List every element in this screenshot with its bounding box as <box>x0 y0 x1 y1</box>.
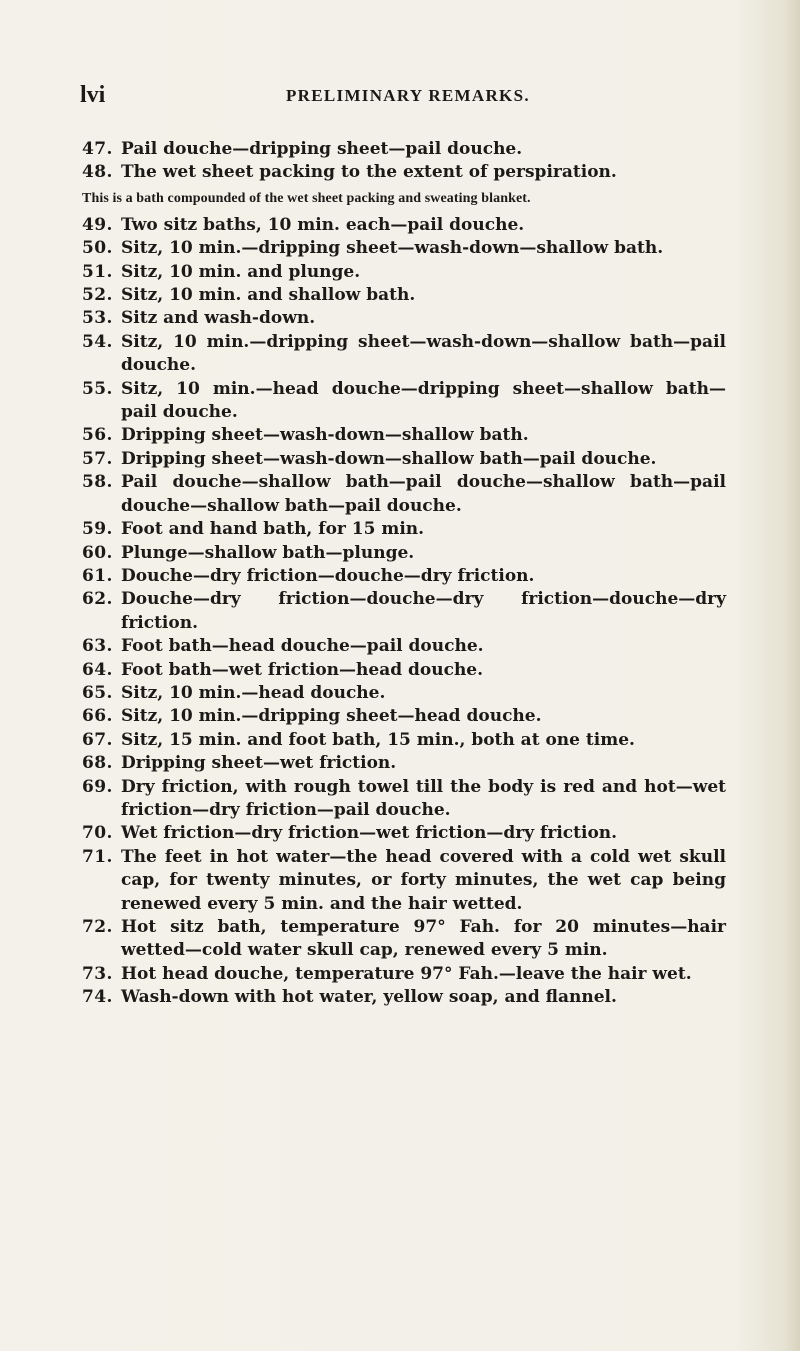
item-text: Foot bath—head douche—pail douche. <box>121 636 484 657</box>
list-item <box>82 237 726 260</box>
list-item <box>82 518 726 541</box>
item-number: 70. <box>82 823 113 844</box>
item-number: 56. <box>82 425 113 446</box>
item-text: The wet sheet packing to the extent of perspiration. <box>121 162 617 183</box>
item-number: 62. <box>82 589 113 610</box>
explanatory-note: This is a bath compounded of the wet sheet packing and sweating blanket. <box>82 190 531 206</box>
item-text: The feet in hot water—the head covered with a cold wet skull cap, for twenty minutes, or forty minutes, the wet cap being renewed every 5 min. and the hair wetted. <box>121 846 726 914</box>
list-item <box>82 542 726 565</box>
item-number: 68. <box>82 753 113 774</box>
list-item <box>82 846 726 916</box>
item-number: 59. <box>82 519 113 540</box>
list-item <box>82 284 726 307</box>
item-number: 67. <box>82 729 113 750</box>
treatment-list <box>82 138 726 1010</box>
item-number: 66. <box>82 706 113 727</box>
item-number: 74. <box>82 987 113 1008</box>
item-text: Sitz and wash-down. <box>121 308 316 329</box>
item-number: 60. <box>82 542 113 563</box>
item-text: Dripping sheet—wash-down—shallow bath. <box>121 425 529 446</box>
list-item <box>82 588 726 635</box>
item-text: Plunge—shallow bath—plunge. <box>121 542 415 563</box>
list-item <box>82 565 726 588</box>
item-number: 71. <box>82 846 113 867</box>
item-text: Dripping sheet—wet friction. <box>121 753 397 774</box>
item-text: Wash-down with hot water, yellow soap, and flannel. <box>121 987 617 1008</box>
list-item <box>82 307 726 330</box>
item-text: Sitz, 10 min.—dripping sheet—wash-down—shallow bath—pail douche. <box>121 331 726 376</box>
item-number: 65. <box>82 682 113 703</box>
item-number: 54. <box>82 331 113 352</box>
item-number: 48. <box>82 162 113 183</box>
item-number: 55. <box>82 378 113 399</box>
list-item <box>82 635 726 658</box>
item-text: Sitz, 10 min.—dripping sheet—wash-down—shallow bath. <box>121 238 664 259</box>
item-text: Sitz, 10 min. and plunge. <box>121 261 361 282</box>
list-item <box>82 729 726 752</box>
item-number: 64. <box>82 659 113 680</box>
item-number: 51. <box>82 261 113 282</box>
item-text: Sitz, 10 min. and shallow bath. <box>121 285 416 306</box>
list-item <box>82 138 726 161</box>
item-text: Pail douche—shallow bath—pail douche—shallow bath—pail douche—shallow bath—pail douche. <box>121 472 726 516</box>
list-item <box>82 986 726 1009</box>
item-number: 47. <box>82 139 113 159</box>
list-item <box>82 424 726 447</box>
list-item <box>82 261 726 284</box>
item-text: Douche—dry friction—douche—dry friction—douche—dry friction. <box>121 589 726 633</box>
item-number: 49. <box>82 214 113 235</box>
list-item <box>82 822 726 845</box>
item-number: 61. <box>82 565 113 586</box>
item-number: 58. <box>82 472 113 493</box>
entry-group-b <box>82 214 726 1010</box>
item-text: Wet friction—dry friction—wet friction—dry friction. <box>121 823 618 844</box>
item-number: 52. <box>82 285 113 306</box>
list-item <box>82 916 726 963</box>
item-text: Sitz, 10 min.—head douche—dripping sheet—shallow bath—pail douche. <box>121 378 726 423</box>
item-text: Sitz, 15 min. and foot bath, 15 min., both at one time. <box>121 729 635 750</box>
item-number: 72. <box>82 917 113 937</box>
item-text: Sitz, 10 min.—dripping sheet—head douche. <box>121 706 542 727</box>
list-item <box>82 963 726 986</box>
item-number: 63. <box>82 636 113 657</box>
item-text: Hot sitz bath, temperature 97° Fah. for 20 minutes—hair wetted—cold water skull cap, renewed every 5 min. <box>121 917 726 961</box>
list-item <box>82 161 726 184</box>
item-text: Dripping sheet—wash-down—shallow bath—pail douche. <box>121 448 657 469</box>
item-number: 57. <box>82 448 113 469</box>
item-text: Two sitz baths, 10 min. each—pail douche. <box>121 214 525 235</box>
list-item <box>82 214 726 237</box>
item-number: 69. <box>82 776 113 797</box>
item-text: Foot bath—wet friction—head douche. <box>121 659 484 680</box>
running-title: PRELIMINARY REMARKS. <box>286 86 530 105</box>
list-item <box>82 659 726 682</box>
page-header <box>80 82 720 114</box>
item-text: Dry friction, with rough towel till the body is red and hot—wet friction—dry friction—pail douche. <box>121 776 726 820</box>
entry-group-a <box>82 138 726 185</box>
list-item <box>82 378 726 425</box>
list-item <box>82 752 726 775</box>
list-item <box>82 331 726 378</box>
list-item <box>82 705 726 728</box>
item-text: Sitz, 10 min.—head douche. <box>121 682 386 703</box>
item-number: 50. <box>82 238 113 259</box>
list-item <box>82 471 726 518</box>
item-text: Douche—dry friction—douche—dry friction. <box>121 565 535 586</box>
item-text: Foot and hand bath, for 15 min. <box>121 519 425 540</box>
list-item <box>82 448 726 471</box>
item-text: Pail douche—dripping sheet—pail douche. <box>121 139 523 159</box>
item-number: 53. <box>82 308 113 329</box>
item-number: 73. <box>82 963 113 984</box>
list-item <box>82 776 726 823</box>
item-text: Hot head douche, temperature 97° Fah.—leave the hair wet. <box>121 963 692 984</box>
page-number: lvi <box>80 82 106 108</box>
list-item <box>82 682 726 705</box>
